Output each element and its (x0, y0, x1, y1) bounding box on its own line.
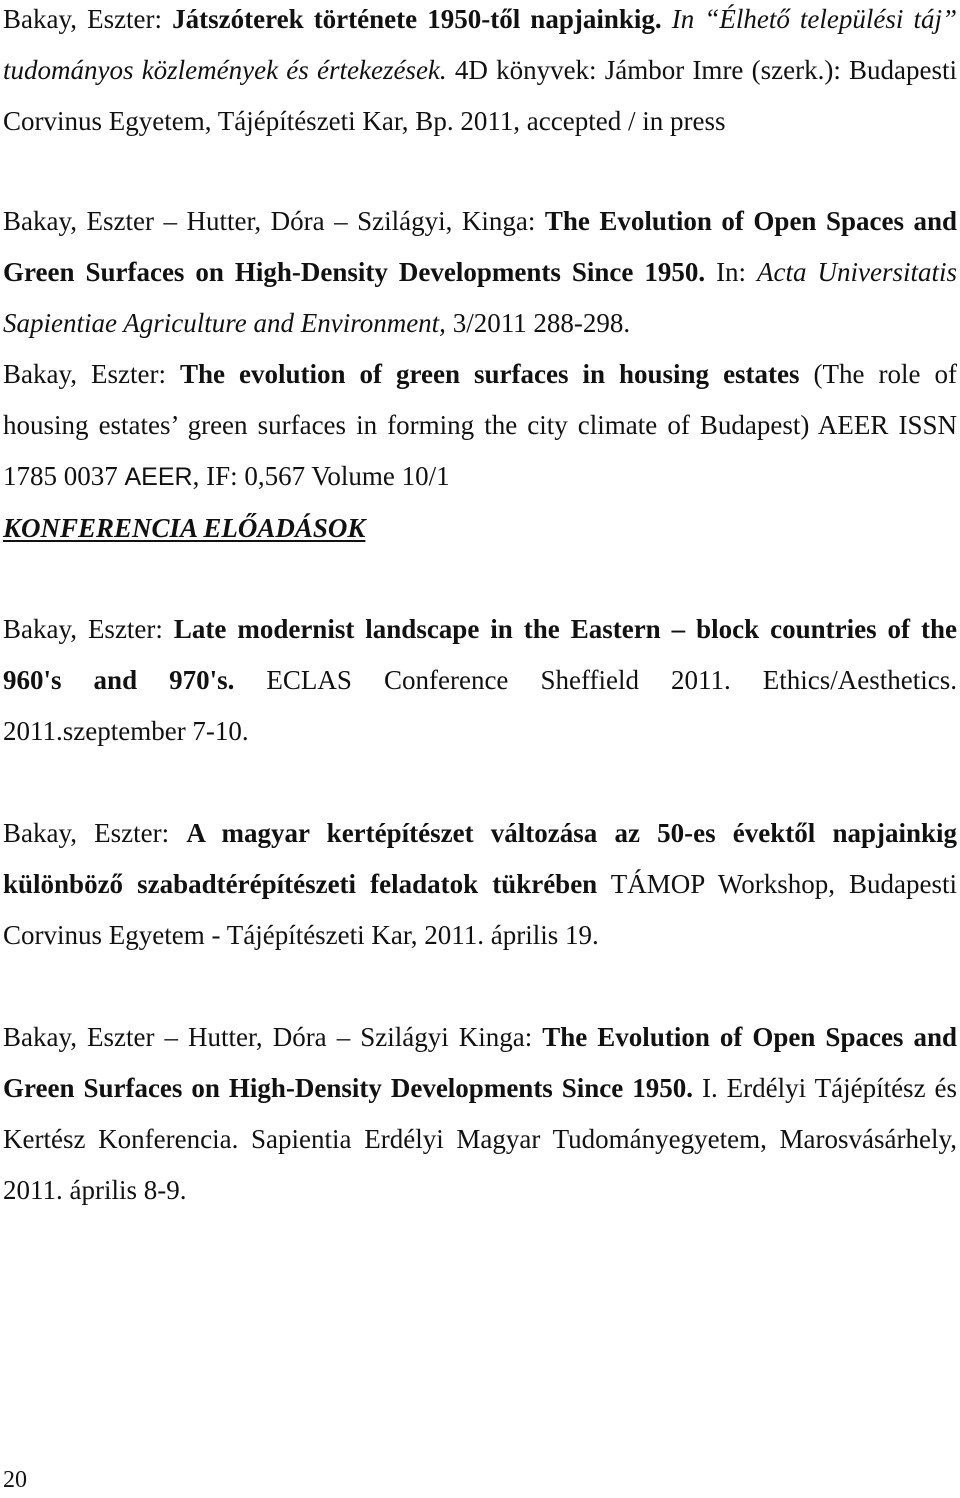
entry-details: (The role of housing estates’ green surfaces in forming the city climate of Budapest) AEER ISSN 1785 0037 (3, 359, 958, 491)
publication-entry (3, 349, 957, 503)
entry-source: “Élhető települési táj” tudományos közlemények és értekezések. (3, 4, 958, 85)
entry-author: Bakay, Eszter: (3, 359, 180, 389)
entry-title: The Evolution of Open Spaces and Green Surfaces on High-Density Developments Since 1950. (3, 206, 957, 287)
entry-author: Bakay, Eszter – Hutter, Dóra – Szilágyi, Kinga: (3, 206, 545, 236)
conference-entry (3, 604, 957, 757)
page-number: 20 (3, 1467, 27, 1493)
entry-title: Late modernist landscape in the Eastern – block countries of the 960's and 970's. (3, 614, 958, 695)
entry-author: Bakay, Eszter: (3, 818, 187, 848)
entry-details: TÁMOP Workshop, Budapesti Corvinus Egyetem - Tájépítészeti Kar, 2011. április 19. (3, 869, 958, 950)
entry-details: I. Erdélyi Tájépítész és Kertész Konferencia. Sapientia Erdélyi Magyar Tudományegyetem, Marosvásárhely, 2011. április 8-9. (3, 1073, 958, 1205)
entry-title: The evolution of green surfaces in housing estates (179, 359, 800, 389)
entry-details: 4D könyvek: Jámbor Imre (szerk.): Budapesti Corvinus Egyetem, Tájépítészeti Kar, Bp. 2011, accepted / in press (3, 55, 958, 136)
entry-details: 3/2011 288-298. (445, 308, 631, 338)
entry-journal-abbrev: AEER (124, 463, 193, 491)
section-heading: KONFERENCIA ELŐADÁSOK (3, 513, 366, 543)
conference-entry (3, 1012, 957, 1216)
entry-title: Játszóterek története 1950-től napjainkig. (172, 4, 662, 34)
entry-source: Acta Universitatis Sapientiae Agriculture and Environment, (3, 257, 957, 338)
entry-title: The Evolution of Open Spaces and Green Surfaces on High-Density Developments Since 1950. (3, 1022, 958, 1103)
entry-impact-volume: , IF: 0,567 Volume 10/1 (192, 461, 450, 491)
document-page (3, 0, 957, 1222)
entry-author: Bakay, Eszter – Hutter, Dóra – Szilágyi Kinga: (3, 1022, 543, 1052)
conference-entry (3, 808, 957, 961)
publication-entry (3, 0, 957, 147)
entry-title: A magyar kertépítészet változása az 50-es évektől napjainkig különböző szabadtérépítészeti feladatok tükrében (3, 818, 958, 899)
entry-in-label: In: (705, 257, 758, 287)
entry-author: Bakay, Eszter: (3, 4, 173, 34)
publication-entry (3, 196, 957, 349)
entry-details: ECLAS Conference Sheffield 2011. Ethics/Aesthetics. 2011.szeptember 7-10. (3, 665, 957, 746)
entry-author: Bakay, Eszter: (3, 614, 174, 644)
entry-in-label: In (661, 4, 705, 34)
